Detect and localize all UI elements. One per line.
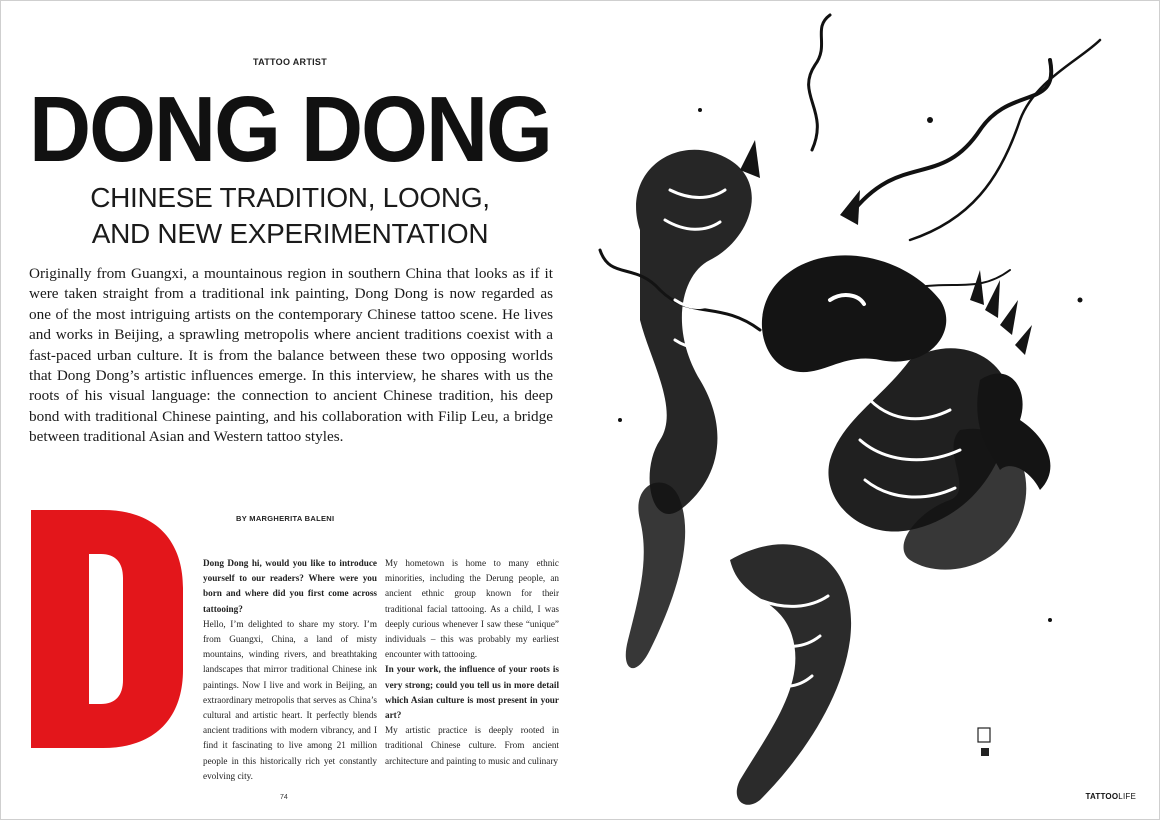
dragon-spine — [970, 270, 984, 305]
ink-splatter — [698, 108, 702, 112]
section-kicker: TATTOO ARTIST — [252, 57, 328, 67]
answer-1-continued: My hometown is home to many ethnic minorities, including the Derung people, an ancient ethnic group known for their traditional facial tattooing. As a child, I was deeply curious whenever I saw these “unique” individuals – this was probably my earliest encounter with tattooing. — [385, 558, 559, 660]
dragon-neck — [636, 150, 752, 514]
dragon-tail — [730, 544, 851, 804]
body-column-2 — [385, 556, 559, 769]
artist-seal — [978, 728, 990, 742]
right-page — [580, 0, 1160, 820]
answer-2: My artistic practice is deeply rooted in traditional Chinese culture. From ancient architecture and painting to music and culinary — [385, 725, 559, 766]
dragon-claw — [626, 483, 685, 669]
body-column-1 — [203, 556, 377, 784]
dragon-whisker — [850, 60, 1051, 215]
byline: BY MARGHERITA BALENI — [236, 514, 335, 523]
headline: DONG DONG — [29, 78, 551, 182]
artist-seal — [981, 748, 989, 756]
dragon-spine — [1000, 300, 1018, 335]
dragon-spine — [1015, 325, 1032, 355]
answer-1: Hello, I’m delighted to share my story. I’m from Guangxi, China, a land of misty mountains, winding rivers, and breathtaking landscapes that mirror traditional Chinese ink paintings. Now I live and work in Beijing, an extraordinary metropolis that serves as China’s cultural and artistic heart. It perfectly blends ancient traditions with modern vibrancy, and I find it fascinating to live among 21 million people in this historically rich yet constantly evolving city. — [203, 618, 377, 781]
brand-tattoo: TATTOO — [1085, 792, 1119, 801]
ink-dragon-painting — [580, 0, 1160, 820]
dragon-whisker — [809, 15, 830, 150]
question-2: In your work, the influence of your roots is very strong; could you tell us in more detail which Asian culture is most present in your art? — [385, 664, 559, 721]
dragon-whisker — [910, 40, 1100, 240]
subheadline — [0, 180, 580, 252]
subhead-line-2: AND NEW EXPERIMENTATION — [91, 218, 489, 249]
question-1: Dong Dong hi, would you like to introduce yourself to our readers? Where were you born and where did you first come across tattooing? — [203, 558, 377, 614]
magazine-brand — [1086, 792, 1136, 801]
brand-life: LIFE — [1118, 792, 1136, 801]
ink-splatter — [927, 117, 933, 123]
page-number: 74 — [280, 794, 288, 801]
drop-cap — [31, 510, 183, 748]
drop-cap-glyph — [31, 510, 183, 748]
ink-splatter — [618, 418, 622, 422]
dragon-spine — [985, 280, 1000, 318]
intro-paragraph: Originally from Guangxi, a mountainous region in southern China that looks as if it were taken straight from a traditional ink painting, Dong Dong is now regarded as one of the most intriguing artists on the contemporary Chinese tattoo scene. He lives and works in Beijing, a sprawling metropolis where ancient traditions coexist with a fast-paced urban culture. It is from the balance between these two opposing worlds that Dong Dong’s artistic influences emerge. In this interview, he shares with us the roots of his visual language: the connection to ancient Chinese tradition, his deep bond with traditional Chinese painting, and his collaboration with Filip Leu, a bridge between traditional Asian and Western tattoo styles. — [29, 265, 553, 446]
ink-splatter — [1078, 298, 1083, 303]
ink-splatter — [1048, 618, 1052, 622]
dragon-head — [762, 255, 946, 372]
dragon-spine — [840, 190, 860, 225]
subhead-line-1: CHINESE TRADITION, LOONG, — [90, 182, 490, 213]
